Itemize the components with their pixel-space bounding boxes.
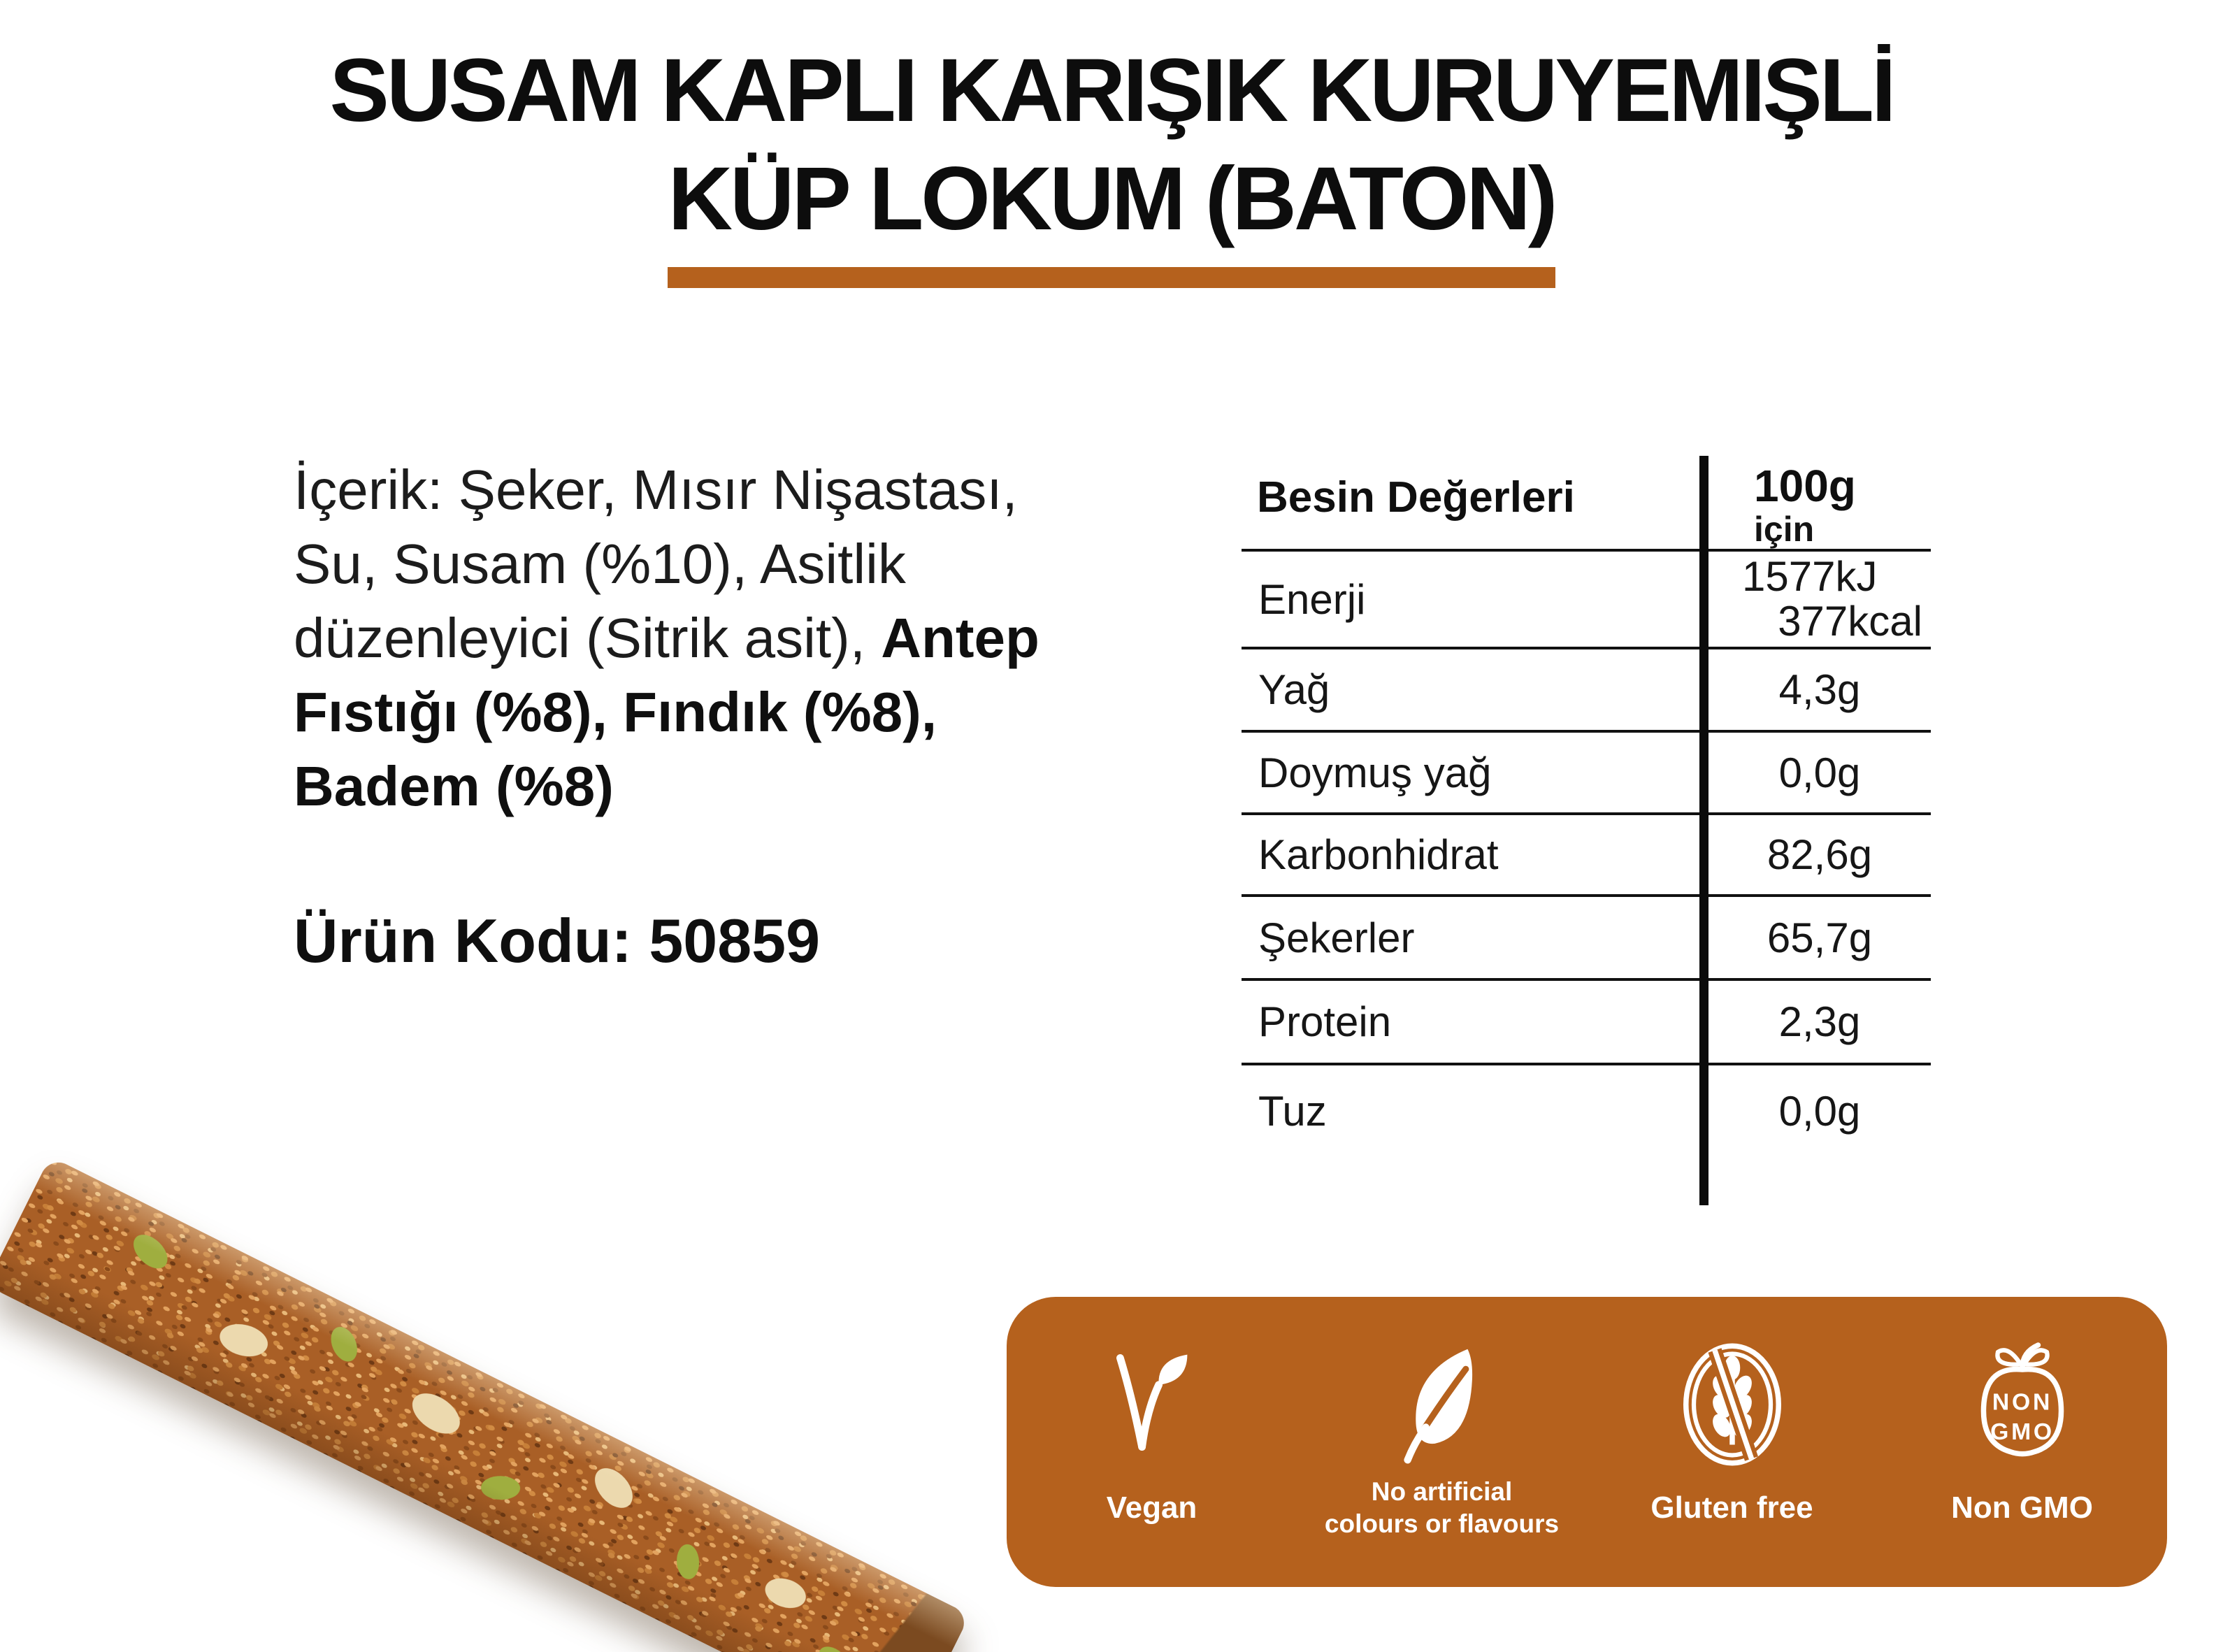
- page-title: [0, 36, 2223, 253]
- sesame-bar-image: [0, 1156, 970, 1652]
- table-row-energy: [1242, 552, 1931, 649]
- amount-column-header: [1699, 456, 1922, 549]
- badge-label: Gluten free: [1650, 1491, 1813, 1525]
- nutrition-table-title: Besin Değerleri: [1257, 473, 1575, 522]
- nutrition-table: [1242, 456, 1931, 1214]
- badge-gluten-free: [1587, 1297, 1877, 1587]
- row-value: [1708, 552, 1931, 647]
- pistachio-piece: [676, 1544, 700, 1580]
- table-row-sugars: [1242, 897, 1931, 981]
- energy-kcal: 377kcal: [1778, 598, 1922, 645]
- badge-label: Non GMO: [1951, 1491, 2093, 1525]
- row-label: Doymuş yağ: [1258, 749, 1492, 796]
- ingredients-line: Badem (%8): [294, 755, 614, 817]
- badge-label: No artificial colours or flavours: [1324, 1477, 1560, 1538]
- table-row-salt: [1242, 1065, 1931, 1156]
- table-row-fat: [1242, 649, 1931, 733]
- row-value: 65,7g: [1767, 914, 1873, 961]
- row-value: 2,3g: [1778, 998, 1861, 1045]
- svg-text:NON: NON: [1992, 1388, 2052, 1416]
- badge-label: Vegan: [1106, 1491, 1197, 1525]
- ingredients-line: düzenleyici (Sitrik asit), Antep: [294, 607, 1039, 669]
- non-gmo-icon: [1970, 1337, 2075, 1472]
- pistachio-piece: [326, 1323, 362, 1365]
- almond-piece: [216, 1319, 271, 1361]
- row-label: Enerji: [1258, 575, 1366, 623]
- vegan-icon: [1110, 1337, 1194, 1472]
- ingredients-text: [294, 453, 1244, 824]
- almond-piece: [761, 1573, 810, 1613]
- ingredients-line: Su, Susam (%10), Asitlik: [294, 533, 906, 595]
- row-label: Protein: [1258, 998, 1392, 1045]
- no-artificial-leaf-icon: [1397, 1337, 1488, 1472]
- page-title-line2: KÜP LOKUM (BATON): [668, 149, 1555, 249]
- badge-no-artificial: [1297, 1297, 1587, 1587]
- badge-non-gmo: [1877, 1297, 2167, 1587]
- row-value: 82,6g: [1767, 831, 1873, 878]
- row-label: Yağ: [1258, 666, 1330, 713]
- title-underline-bar: [668, 267, 1555, 288]
- row-label: Şekerler: [1258, 914, 1415, 961]
- table-row-saturated-fat: [1242, 733, 1931, 815]
- gluten-free-icon: [1680, 1337, 1785, 1472]
- almond-piece: [405, 1385, 467, 1442]
- amount-header-100g: 100g: [1754, 461, 1856, 511]
- pistachio-piece: [813, 1641, 855, 1652]
- badge-vegan: [1007, 1297, 1297, 1587]
- product-code: Ürün Kodu: 50859: [294, 906, 821, 975]
- product-photo: [28, 1117, 1028, 1652]
- bar-end-face: [824, 1574, 970, 1652]
- pistachio-piece: [481, 1475, 521, 1500]
- table-row-protein: [1242, 981, 1931, 1065]
- nutrition-table-header: [1242, 456, 1931, 552]
- row-label: Tuz: [1258, 1087, 1327, 1135]
- row-label: Karbonhidrat: [1258, 831, 1499, 878]
- row-value: 0,0g: [1778, 1087, 1861, 1135]
- almond-piece: [587, 1461, 640, 1515]
- svg-text:GMO: GMO: [1990, 1418, 2055, 1445]
- page-title-line1: SUSAM KAPLI KARIŞIK KURUYEMIŞLİ: [329, 41, 1894, 141]
- table-column-divider: [1699, 456, 1708, 1205]
- row-value: 4,3g: [1778, 666, 1861, 713]
- pistachio-piece: [127, 1228, 174, 1274]
- row-value: 0,0g: [1778, 749, 1861, 796]
- amount-header-icin: için: [1754, 510, 1815, 549]
- table-row-carbohydrate: [1242, 815, 1931, 897]
- energy-kj: 1577kJ: [1742, 553, 1878, 600]
- feature-badge-panel: [1007, 1297, 2167, 1587]
- ingredients-line: İçerik: Şeker, Mısır Nişastası,: [294, 459, 1018, 521]
- ingredients-line: Fıstığı (%8), Fındık (%8),: [294, 681, 937, 743]
